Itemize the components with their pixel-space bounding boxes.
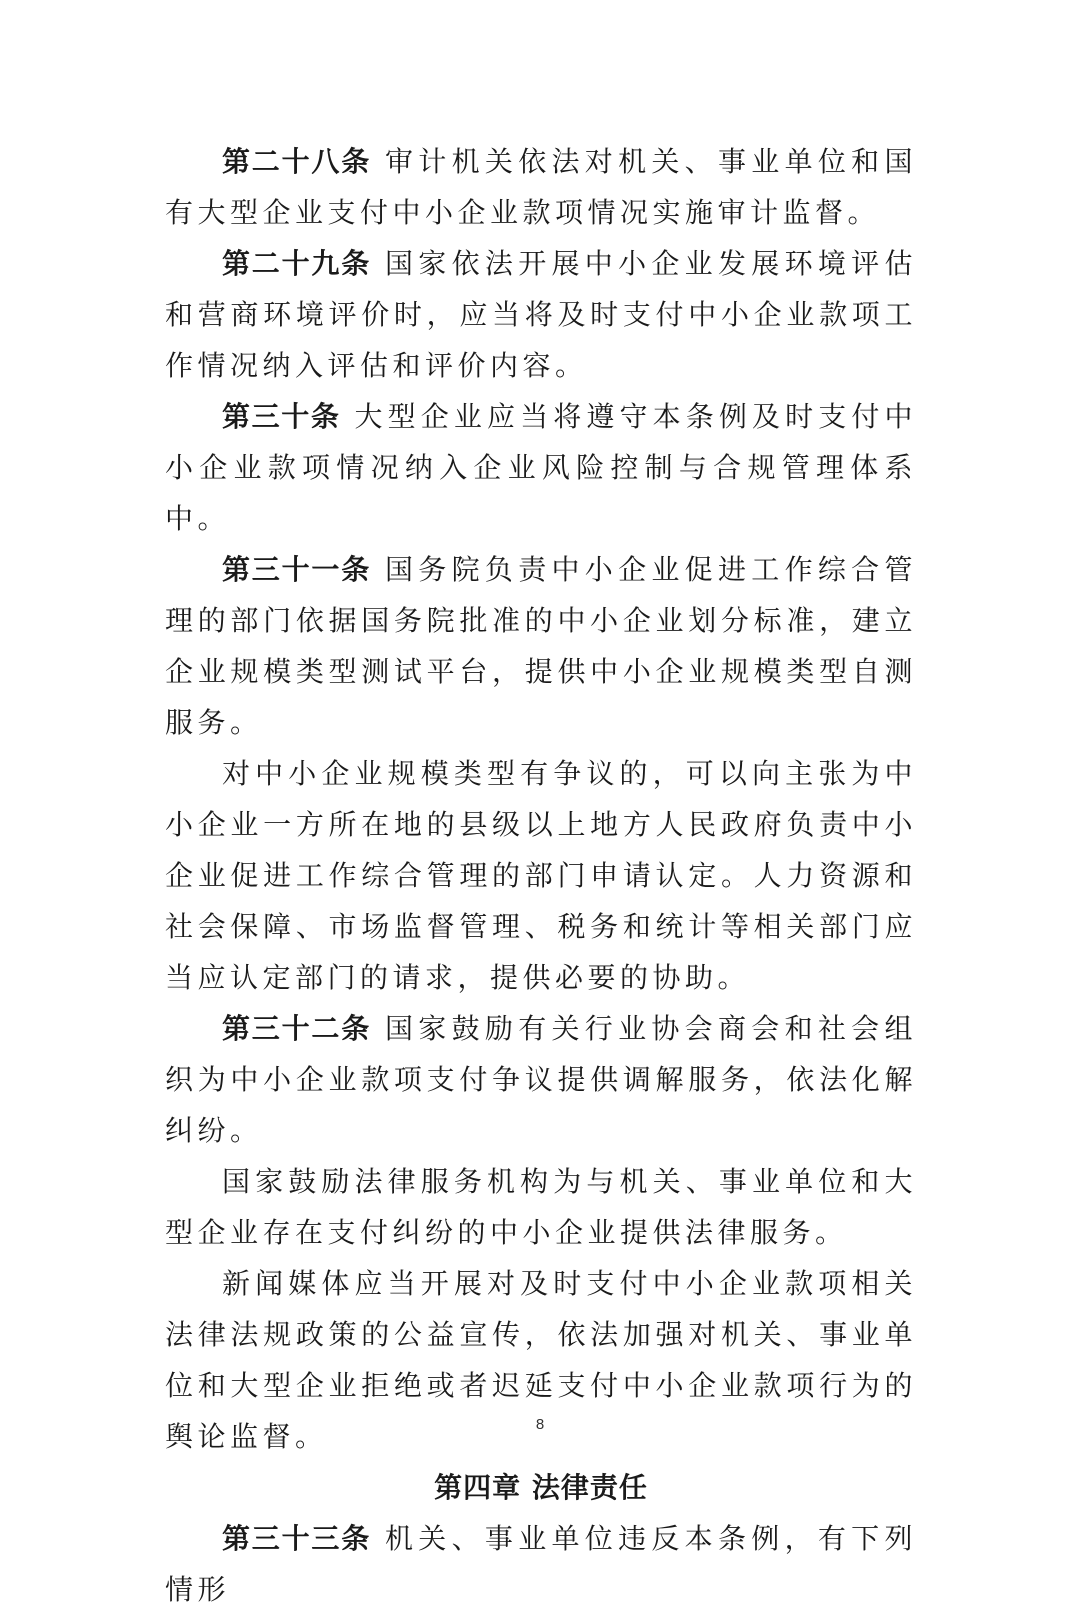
- chapter-heading: 第四章 法律责任: [434, 1471, 648, 1504]
- paragraph-text: 审计机关依法对机关、事业单位和国有大型企业支付中小企业款项情况实施审计监督。: [165, 145, 917, 229]
- article-number: 第二十九条: [222, 247, 371, 280]
- paragraph-article-28: [165, 136, 917, 238]
- paragraph-article-30: [165, 391, 917, 544]
- article-number: 第三十一条: [222, 553, 371, 586]
- paragraph-article-32: [165, 1003, 917, 1156]
- paragraph-text: 大型企业应当将遵守本条例及时支付中小企业款项情况纳入企业风险控制与合规管理体系中。: [165, 400, 917, 535]
- paragraph-text: 国家鼓励法律服务机构为与机关、事业单位和大型企业存在支付纠纷的中小企业提供法律服务。: [165, 1165, 917, 1249]
- paragraph-text: 对中小企业规模类型有争议的，可以向主张为中小企业一方所在地的县级以上地方人民政府负责中小企业促进工作综合管理的部门申请认定。人力资源和社会保障、市场监督管理、税务和统计等相关部门应当应认定部门的请求，提供必要的协助。: [165, 757, 917, 994]
- paragraph-text: 新闻媒体应当开展对及时支付中小企业款项相关法律法规政策的公益宣传，依法加强对机关、事业单位和大型企业拒绝或者迟延支付中小企业款项行为的舆论监督。: [165, 1267, 917, 1453]
- paragraph-article-31: [165, 544, 917, 748]
- paragraph-text: 机关、事业单位违反本条例，有下列情形: [165, 1522, 917, 1606]
- paragraph-article-33: [165, 1513, 917, 1615]
- article-number: 第二十八条: [222, 145, 371, 178]
- page-number: 8: [535, 1416, 545, 1433]
- paragraph-text: 国务院负责中小企业促进工作综合管理的部门依据国务院批准的中小企业划分标准，建立企业规模类型测试平台，提供中小企业规模类型自测服务。: [165, 553, 917, 739]
- paragraph-article-29: [165, 238, 917, 391]
- paragraph-text: 国家依法开展中小企业发展环境评估和营商环境评价时，应当将及时支付中小企业款项工作情况纳入评估和评价内容。: [165, 247, 917, 382]
- paragraph-article-32-clause-2: [165, 1156, 917, 1258]
- article-number: 第三十三条: [222, 1522, 371, 1555]
- paragraph-article-31-clause-2: [165, 748, 917, 1003]
- paragraph-text: 国家鼓励有关行业协会商会和社会组织为中小企业款项支付争议提供调解服务，依法化解纠纷。: [165, 1012, 917, 1147]
- document-body: [165, 136, 917, 1615]
- article-number: 第三十二条: [222, 1012, 371, 1045]
- article-number: 第三十条: [222, 400, 341, 433]
